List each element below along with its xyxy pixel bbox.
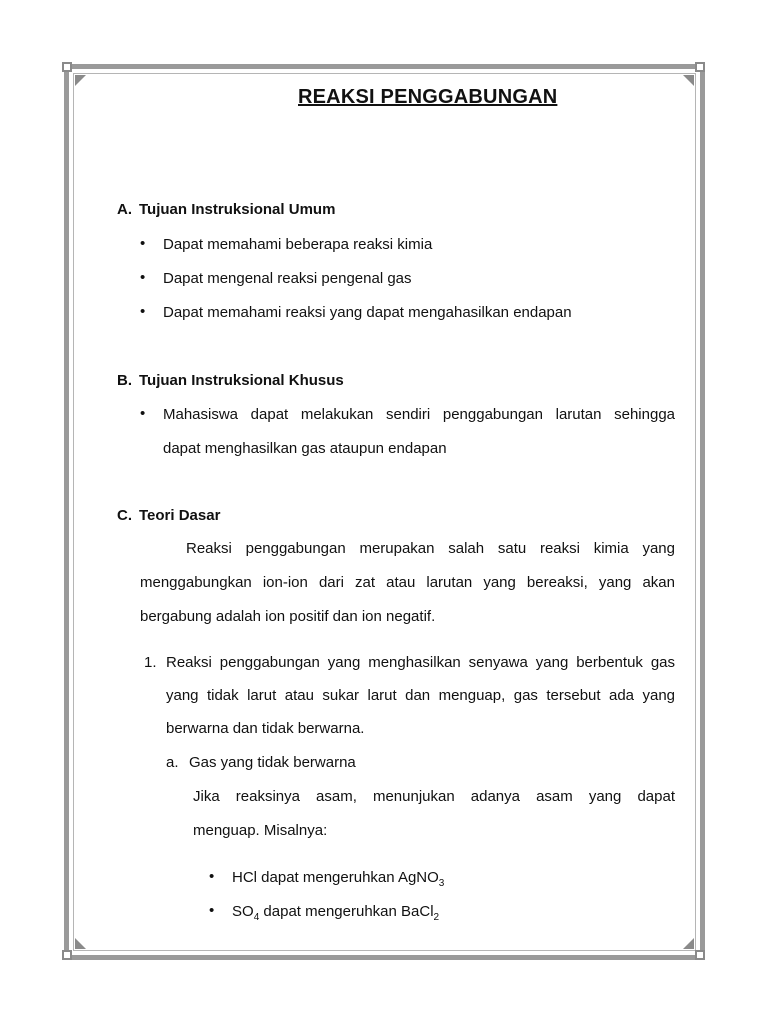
corner-ornament-bottom-left [75,938,86,949]
formula-text: dapat mengeruhkan BaCl [259,903,434,920]
formula-text: HCl dapat mengeruhkan AgNO [232,869,439,886]
paragraph-line: Reaksi penggabungan merupakan salah satu reaksi kimia yang [186,540,675,557]
sub-heading: Gas yang tidak berwarna [189,754,356,771]
formula-text: SO [232,903,254,920]
corner-ornament-bottom-right [683,938,694,949]
paragraph-line: menggabungkan ion-ion dari zat atau larutan yang bereaksi, yang akan [140,574,675,591]
list-item-line: Mahasiswa dapat melakukan sendiri penggabungan larutan sehingga [163,406,675,423]
section-heading-text: Tujuan Instruksional Khusus [139,372,344,389]
corner-square-bottom-right [695,950,705,960]
bullet-icon: • [209,868,215,885]
section-marker: A. [117,201,132,218]
section-marker: B. [117,372,132,389]
formula-item [232,869,445,889]
list-item-line: dapat menghasilkan gas ataupun endapan [163,440,447,457]
sub-marker: a. [166,754,179,771]
page-title: REAKSI PENGGABUNGAN [298,86,558,108]
corner-square-top-left [62,62,72,72]
numbered-line: berwarna dan tidak berwarna. [166,720,365,737]
section-c-heading [117,507,220,524]
formula-subscript: 4 [253,912,260,923]
formula-subscript: 3 [438,878,445,889]
section-marker: C. [117,507,132,524]
section-heading-text: Teori Dasar [139,507,221,524]
numbered-line: Reaksi penggabungan yang menghasilkan senyawa yang berbentuk gas [166,654,675,671]
bullet-icon: • [140,269,146,286]
section-b-heading [117,372,344,389]
corner-square-bottom-left [62,950,72,960]
section-heading-text: Tujuan Instruksional Umum [139,201,336,218]
numbered-marker: 1. [144,654,157,671]
bullet-icon: • [140,405,146,422]
numbered-line: yang tidak larut atau sukar larut dan menguap, gas tersebut ada yang [166,687,675,704]
paragraph-line: bergabung adalah ion positif dan ion negatif. [140,608,436,625]
list-item: Dapat mengenal reaksi pengenal gas [163,270,412,287]
list-item: Dapat memahami reaksi yang dapat mengahasilkan endapan [163,304,572,321]
corner-square-top-right [695,62,705,72]
corner-ornament-top-right [683,75,694,86]
formula-item [232,903,440,923]
list-item: Dapat memahami beberapa reaksi kimia [163,236,433,253]
formula-subscript: 2 [433,912,440,923]
bullet-icon: • [140,235,146,252]
sub-paragraph-line: menguap. Misalnya: [193,822,328,839]
sub-paragraph-line: Jika reaksinya asam, menunjukan adanya asam yang dapat [193,788,675,805]
bullet-icon: • [140,303,146,320]
bullet-icon: • [209,902,215,919]
section-a-heading [117,201,335,218]
corner-ornament-top-left [75,75,86,86]
